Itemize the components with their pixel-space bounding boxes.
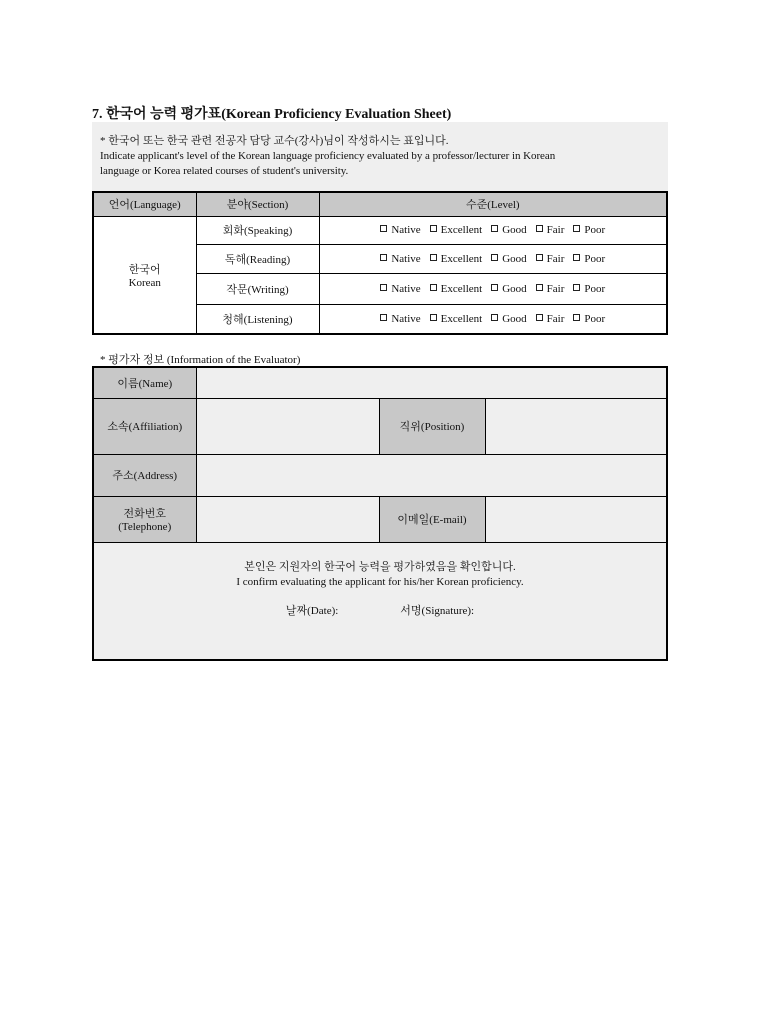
header-language: 언어(Language)	[93, 192, 196, 216]
checkbox-icon[interactable]	[491, 314, 498, 321]
name-label: 이름(Name)	[93, 367, 196, 398]
level-option-label: Excellent	[440, 224, 483, 236]
note-line-3: language or Korea related courses of student's university.	[100, 165, 349, 177]
contact-row	[93, 496, 667, 542]
confirm-text-en: I confirm evaluating the applicant for his/her Korean proficiency.	[236, 575, 524, 588]
email-field[interactable]	[485, 496, 667, 542]
telephone-label	[93, 496, 196, 542]
level-option-good[interactable]	[491, 253, 526, 265]
signature-label: 서명(Signature):	[400, 604, 475, 617]
level-option-label: Poor	[584, 224, 606, 236]
level-option-label: Fair	[546, 312, 565, 325]
section-reading: 독해(Reading)	[196, 244, 319, 273]
level-option-poor[interactable]	[573, 253, 605, 265]
evaluator-table	[92, 366, 668, 661]
position-label: 직위(Position)	[379, 398, 485, 454]
section-writing: 작문(Writing)	[196, 273, 319, 304]
level-option-label: Native	[391, 312, 421, 325]
level-options-listening	[319, 304, 667, 334]
level-option-good[interactable]	[491, 313, 526, 325]
level-option-label: Poor	[584, 252, 606, 265]
address-row	[93, 454, 667, 496]
note-line-1: * 한국어 또는 한국 관련 전공자 담당 교수(강사)님이 작성하시는 표입니다.	[100, 135, 449, 147]
level-option-excellent[interactable]	[430, 283, 483, 295]
checkbox-icon[interactable]	[573, 225, 580, 232]
name-field[interactable]	[196, 367, 667, 398]
level-option-label: Native	[391, 224, 421, 236]
telephone-field[interactable]	[196, 496, 379, 542]
level-option-excellent[interactable]	[430, 224, 483, 236]
proficiency-header-row	[93, 192, 667, 216]
note-line-2: Indicate applicant's level of the Korean language proficiency evaluated by a professor/lecturer in Korean	[100, 150, 556, 162]
level-option-label: Poor	[584, 312, 606, 325]
page-title: 7. 한국어 능력 평가표(Korean Proficiency Evaluation Sheet)	[92, 107, 452, 122]
level-option-label: Good	[502, 282, 527, 295]
level-options-writing	[319, 273, 667, 304]
affiliation-field[interactable]	[196, 398, 379, 454]
level-option-native[interactable]	[380, 283, 420, 295]
level-option-label: Excellent	[440, 282, 483, 295]
level-option-good[interactable]	[491, 283, 526, 295]
level-option-excellent[interactable]	[430, 253, 483, 265]
level-option-fair[interactable]	[536, 283, 565, 295]
checkbox-icon[interactable]	[536, 254, 543, 261]
date-label: 날짜(Date):	[285, 604, 339, 617]
name-row	[93, 367, 667, 398]
affiliation-row	[93, 398, 667, 454]
level-option-label: Native	[391, 252, 421, 265]
language-kr: 한국어	[128, 263, 161, 276]
level-option-fair[interactable]	[536, 253, 565, 265]
level-option-fair[interactable]	[536, 224, 565, 236]
checkbox-icon[interactable]	[536, 314, 543, 321]
level-option-poor[interactable]	[573, 283, 605, 295]
level-option-native[interactable]	[380, 253, 420, 265]
level-option-good[interactable]	[491, 224, 526, 236]
level-option-label: Fair	[546, 282, 565, 295]
checkbox-icon[interactable]	[430, 254, 437, 261]
section-listening: 청해(Listening)	[196, 304, 319, 334]
level-option-label: Fair	[546, 252, 565, 265]
checkbox-icon[interactable]	[491, 284, 498, 291]
level-options-speaking	[319, 216, 667, 244]
level-option-label: Poor	[584, 282, 606, 295]
checkbox-icon[interactable]	[380, 314, 387, 321]
header-level: 수준(Level)	[319, 192, 667, 216]
proficiency-table	[92, 191, 668, 335]
telephone-label-kr: 전화번호	[123, 508, 166, 520]
checkbox-icon[interactable]	[536, 284, 543, 291]
level-option-label: Excellent	[440, 252, 483, 265]
confirm-text-kr: 본인은 지원자의 한국어 능력을 평가하였음을 확인합니다.	[244, 560, 516, 573]
position-field[interactable]	[485, 398, 667, 454]
level-option-native[interactable]	[380, 313, 420, 325]
level-option-label: Good	[502, 224, 527, 236]
level-option-poor[interactable]	[573, 313, 605, 325]
checkbox-icon[interactable]	[491, 254, 498, 261]
checkbox-icon[interactable]	[536, 225, 543, 232]
checkbox-icon[interactable]	[573, 284, 580, 291]
header-section: 분야(Section)	[196, 192, 319, 216]
checkbox-icon[interactable]	[430, 314, 437, 321]
checkbox-icon[interactable]	[430, 284, 437, 291]
checkbox-icon[interactable]	[491, 225, 498, 232]
confirmation-row	[93, 542, 667, 660]
level-option-native[interactable]	[380, 224, 420, 236]
instruction-note	[92, 122, 668, 191]
checkbox-icon[interactable]	[430, 225, 437, 232]
section-speaking: 회화(Speaking)	[196, 216, 319, 244]
level-option-label: Good	[502, 252, 527, 265]
level-option-fair[interactable]	[536, 313, 565, 325]
checkbox-icon[interactable]	[380, 225, 387, 232]
address-field[interactable]	[196, 454, 667, 496]
level-option-poor[interactable]	[573, 224, 605, 236]
confirmation-cell	[93, 542, 667, 660]
proficiency-row	[93, 216, 667, 244]
level-option-label: Good	[502, 312, 527, 325]
checkbox-icon[interactable]	[380, 254, 387, 261]
level-option-excellent[interactable]	[430, 313, 483, 325]
language-en: Korean	[128, 276, 161, 289]
checkbox-icon[interactable]	[380, 284, 387, 291]
language-cell	[93, 216, 196, 334]
address-label: 주소(Address)	[93, 454, 196, 496]
level-option-label: Excellent	[440, 312, 483, 325]
telephone-label-en: (Telephone)	[118, 521, 172, 533]
checkbox-icon[interactable]	[573, 314, 580, 321]
affiliation-label: 소속(Affiliation)	[93, 398, 196, 454]
level-option-label: Fair	[546, 224, 565, 236]
email-label: 이메일(E-mail)	[379, 496, 485, 542]
evaluator-note: * 평가자 정보 (Information of the Evaluator)	[100, 354, 301, 366]
level-option-label: Native	[391, 282, 421, 295]
checkbox-icon[interactable]	[573, 254, 580, 261]
level-options-reading	[319, 244, 667, 273]
signature-line	[94, 602, 666, 618]
